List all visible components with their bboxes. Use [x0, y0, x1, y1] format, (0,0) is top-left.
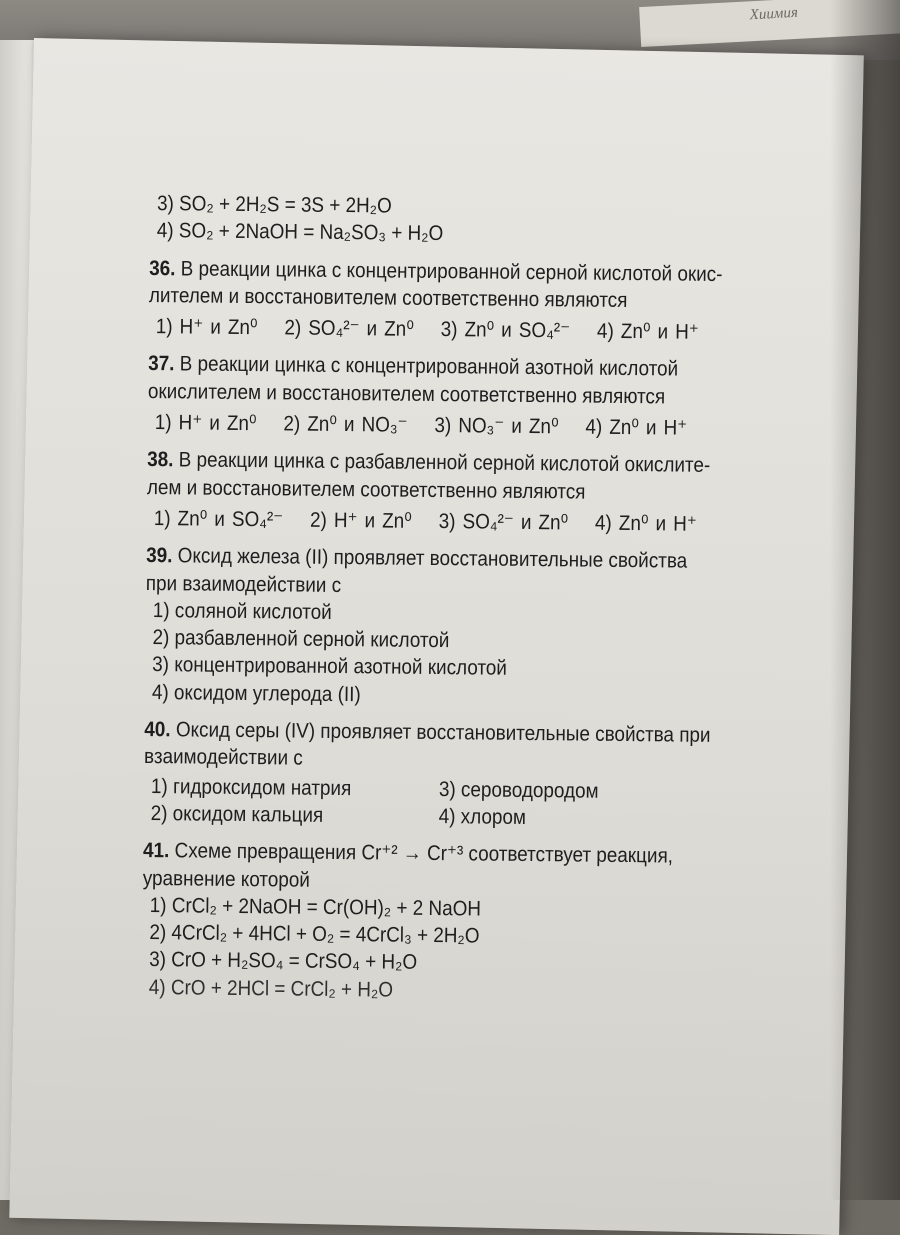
answer-options	[143, 773, 720, 834]
answer-option[interactable]: 2) Zn⁰ и NO₃⁻	[283, 412, 408, 437]
answer-option[interactable]: 1) CrCl₂ + 2NaOH = Cr(OH)₂ + 2 NaOH	[149, 893, 482, 921]
answer-option[interactable]: 3) SO₄²⁻ и Zn⁰	[438, 510, 569, 535]
question-text: Схеме превращения Cr⁺² → Cr⁺³ соответствует реакция,	[174, 839, 674, 868]
answer-option[interactable]: 3) сероводородом	[438, 777, 599, 803]
equation-line: 4) SO₂ + 2NaOH = Na₂SO₃ + H₂O	[156, 219, 444, 246]
answer-option[interactable]: 1) H⁺ и Zn⁰	[155, 315, 258, 340]
question-38	[146, 446, 723, 538]
answer-option[interactable]: 3) Zn⁰ и SO₄²⁻	[440, 318, 571, 343]
question-text: В реакции цинка с концентрированной серной кислотой окис-	[180, 256, 723, 286]
answer-option[interactable]: 4) Zn⁰ и H⁺	[585, 415, 688, 440]
question-number: 40.	[144, 718, 171, 742]
question-number: 37.	[148, 352, 175, 376]
question-text: В реакции цинка с разбавленной серной кислотой окислите-	[178, 448, 711, 478]
question-text: окислителем и восстановителем соответственно являются	[147, 379, 666, 409]
question-40	[143, 716, 720, 833]
answer-option[interactable]: 1) Zn⁰ и SO₄²⁻	[153, 507, 284, 532]
answer-options	[147, 409, 723, 442]
equation-line: 3) SO₂ + 2H₂S = 3S + 2H₂O	[156, 192, 392, 218]
sticker-text: Хиимия	[749, 4, 799, 24]
question-text: Оксид железа (II) проявляет восстановительные свойства	[177, 544, 688, 573]
answer-option[interactable]: 4) оксидом углерода (II)	[151, 680, 361, 706]
answer-option[interactable]: 4) Zn⁰ и H⁺	[594, 511, 697, 536]
answer-option[interactable]: 2) 4CrCl₂ + 4HCl + O₂ = 4CrCl₃ + 2H₂O	[149, 921, 480, 948]
answer-option[interactable]: 2) разбавленной серной кислотой	[152, 626, 450, 653]
question-text: В реакции цинка с концентрированной азотной кислотой	[179, 352, 679, 382]
question-number: 36.	[149, 256, 176, 280]
question-text: взаимодействии с	[143, 745, 303, 770]
answer-option[interactable]: 4) Zn⁰ и H⁺	[596, 319, 699, 344]
answer-option[interactable]: 2) оксидом кальция	[150, 801, 324, 827]
question-text: уравнение которой	[142, 866, 311, 892]
right-shadow	[830, 0, 900, 1200]
answer-options	[146, 505, 722, 538]
question-text: лителем и восстановителем соответственно являются	[148, 283, 628, 312]
answer-option[interactable]: 1) гидроксидом натрия	[150, 774, 352, 800]
answer-option[interactable]: 2) H⁺ и Zn⁰	[309, 508, 412, 533]
question-36	[148, 255, 725, 347]
answer-option[interactable]: 4) CrO + 2HCl = CrCl₂ + H₂O	[148, 975, 394, 1002]
question-41	[142, 837, 720, 1007]
answer-option[interactable]: 3) концентрированной азотной кислотой	[152, 653, 508, 681]
question-number: 41.	[142, 839, 170, 863]
answer-option[interactable]: 3) CrO + H₂SO₄ = CrSO₄ + H₂O	[149, 948, 418, 975]
question-number: 38.	[147, 448, 174, 472]
answer-option[interactable]: 1) соляной кислотой	[152, 598, 332, 624]
answer-options	[148, 313, 724, 346]
answer-option[interactable]: 1) H⁺ и Zn⁰	[154, 411, 257, 436]
question-number: 39.	[146, 544, 173, 568]
answer-option[interactable]: 4) хлором	[438, 804, 527, 829]
question-39	[145, 542, 723, 712]
question-text: Оксид серы (IV) проявляет восстановительные свойства при	[175, 718, 711, 747]
question-37	[147, 350, 724, 442]
question-text: при взаимодействии с	[145, 571, 342, 597]
question-text: лем и восстановителем соответственно являются	[146, 475, 586, 504]
answer-option[interactable]: 2) SO₄²⁻ и Zn⁰	[284, 316, 414, 341]
answer-option[interactable]: 3) NO₃⁻ и Zn⁰	[434, 414, 559, 439]
page-content	[142, 190, 726, 1007]
